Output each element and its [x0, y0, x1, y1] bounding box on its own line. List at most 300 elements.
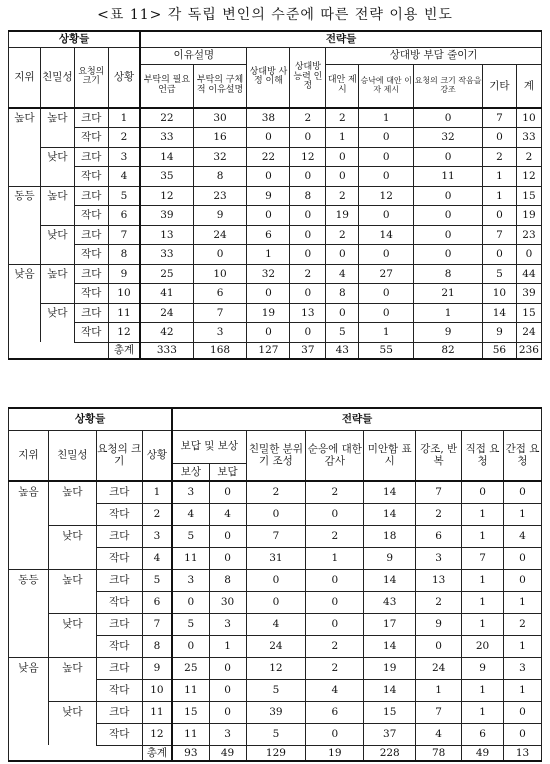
value-cell: 21: [414, 284, 483, 304]
value-cell: 5: [172, 525, 209, 547]
table-row: [9, 128, 542, 148]
value-cell: 37: [364, 723, 416, 745]
value-cell: 33: [516, 128, 541, 148]
value-cell: 0: [326, 167, 359, 187]
value-cell: 0: [172, 635, 209, 657]
total-cell: 93: [172, 745, 209, 761]
status-cell: 높다: [9, 108, 41, 128]
value-cell: 12: [140, 186, 193, 206]
status-cell: [9, 525, 49, 547]
value-cell: 1: [416, 679, 462, 701]
status-cell: [9, 679, 49, 701]
value-cell: 7: [462, 547, 504, 569]
value-cell: 4: [172, 503, 209, 525]
situation-number-cell: 8: [108, 245, 140, 265]
intimacy-cell: 높다: [40, 186, 74, 206]
value-cell: 5: [246, 723, 306, 745]
value-cell: 0: [414, 206, 483, 226]
value-cell: 24: [516, 323, 541, 343]
table-row: [9, 547, 542, 569]
value-cell: 0: [209, 657, 246, 679]
request-size-cell: 작다: [74, 245, 108, 265]
value-cell: 1: [504, 591, 542, 613]
value-cell: 30: [209, 591, 246, 613]
intimacy-cell: 낮다: [40, 225, 74, 245]
value-cell: 1: [326, 128, 359, 148]
value-cell: 0: [359, 167, 414, 187]
value-cell: 0: [209, 481, 246, 503]
status-cell: [9, 303, 41, 323]
situations-header: 상황들: [9, 408, 173, 430]
value-cell: 1: [462, 613, 504, 635]
value-cell: 4: [416, 723, 462, 745]
value-cell: 12: [290, 147, 326, 167]
request-size-cell: 크다: [96, 569, 142, 591]
total-label: 총계: [108, 342, 140, 359]
value-cell: 0: [504, 701, 542, 723]
situation-number-cell: 5: [142, 569, 172, 591]
situations-header: 상황들: [9, 31, 141, 47]
intimacy-cell: [40, 206, 74, 226]
value-cell: 4: [246, 613, 306, 635]
value-cell: 2: [246, 481, 306, 503]
request-size-column-header: 요청의 크기: [74, 47, 108, 108]
intimacy-cell: 높다: [40, 108, 74, 128]
situation-number-cell: 5: [108, 186, 140, 206]
intimacy-cell: 높다: [48, 481, 96, 503]
value-cell: 23: [516, 225, 541, 245]
intimacy-cell: [40, 128, 74, 148]
value-cell: 44: [516, 264, 541, 284]
value-cell: 0: [209, 701, 246, 723]
status-cell: [9, 206, 41, 226]
value-cell: 19: [516, 206, 541, 226]
intimacy-cell: 낮다: [40, 303, 74, 323]
value-cell: 12: [359, 186, 414, 206]
value-cell: 14: [140, 147, 193, 167]
status-cell: [9, 503, 49, 525]
value-cell: 1: [462, 701, 504, 723]
value-cell: 0: [462, 481, 504, 503]
request-size-cell: 크다: [96, 525, 142, 547]
value-cell: 1: [482, 186, 516, 206]
value-cell: 14: [364, 635, 416, 657]
table-row: [9, 323, 542, 343]
value-cell: 38: [247, 108, 290, 128]
repayment-subheader: 보답: [209, 463, 246, 481]
situation-number-cell: 7: [108, 225, 140, 245]
value-cell: 0: [290, 323, 326, 343]
value-cell: 1: [462, 503, 504, 525]
request-size-cell: 작다: [96, 723, 142, 745]
table-row: [9, 701, 542, 723]
value-cell: 2: [326, 108, 359, 128]
value-cell: 6: [306, 701, 364, 723]
table-row: [9, 481, 542, 503]
value-cell: 1: [247, 245, 290, 265]
request-size-cell: 작다: [96, 547, 142, 569]
value-cell: 0: [414, 245, 483, 265]
value-cell: 3: [209, 613, 246, 635]
value-cell: 0: [247, 167, 290, 187]
situation-number-cell: 8: [142, 635, 172, 657]
situation-number-cell: 11: [108, 303, 140, 323]
total-label: 총계: [142, 745, 172, 761]
value-cell: 2: [516, 147, 541, 167]
situation-number-cell: 10: [142, 679, 172, 701]
value-cell: 4: [306, 679, 364, 701]
value-cell: 20: [462, 635, 504, 657]
situation-column-header: 상황: [142, 430, 172, 481]
value-cell: 18: [364, 525, 416, 547]
value-cell: 0: [247, 323, 290, 343]
value-cell: 0: [246, 591, 306, 613]
value-cell: 16: [193, 128, 247, 148]
intimacy-column-header: 친밀성: [48, 430, 96, 481]
value-cell: 19: [247, 303, 290, 323]
intimacy-cell: [48, 547, 96, 569]
alternative-interest-header: 승낙에 대안 이자 제시: [359, 64, 414, 108]
status-cell: 높음: [9, 481, 49, 503]
total-cell: 56: [482, 342, 516, 359]
value-cell: 1: [359, 323, 414, 343]
situation-number-cell: 1: [108, 108, 140, 128]
reward-group-header: 보답 및 보상: [172, 430, 246, 463]
value-cell: 0: [482, 206, 516, 226]
value-cell: 8: [290, 186, 326, 206]
strategies-header: 전략들: [140, 31, 541, 47]
value-cell: 15: [516, 303, 541, 323]
value-cell: 19: [364, 657, 416, 679]
value-cell: 32: [414, 128, 483, 148]
value-cell: 9: [414, 323, 483, 343]
total-cell: 236: [516, 342, 541, 359]
intimacy-cell: [48, 635, 96, 657]
value-cell: 0: [209, 547, 246, 569]
value-cell: 2: [326, 225, 359, 245]
intimacy-column-header: 친밀성: [40, 47, 74, 108]
value-cell: 14: [364, 679, 416, 701]
value-cell: 0: [359, 147, 414, 167]
table-row: [9, 245, 542, 265]
value-cell: 0: [482, 128, 516, 148]
situation-number-cell: 3: [142, 525, 172, 547]
status-cell: [9, 245, 41, 265]
value-cell: 1: [462, 569, 504, 591]
intimacy-cell: 낮다: [48, 525, 96, 547]
intimacy-cell: 높다: [48, 569, 96, 591]
value-cell: 35: [140, 167, 193, 187]
value-cell: 0: [504, 569, 542, 591]
situation-number-cell: 6: [108, 206, 140, 226]
value-cell: 2: [290, 108, 326, 128]
value-cell: 0: [247, 284, 290, 304]
value-cell: 3: [416, 547, 462, 569]
value-cell: 0: [359, 284, 414, 304]
table-row: [9, 147, 542, 167]
value-cell: 0: [246, 503, 306, 525]
value-cell: 0: [414, 225, 483, 245]
status-cell: 낮음: [9, 264, 41, 284]
value-cell: 15: [364, 701, 416, 723]
table-row: [9, 264, 542, 284]
request-size-cell: 크다: [74, 147, 108, 167]
value-cell: 8: [326, 284, 359, 304]
value-cell: 1: [504, 503, 542, 525]
value-cell: 15: [172, 701, 209, 723]
value-cell: 10: [193, 264, 247, 284]
total-cell: 19: [306, 745, 364, 761]
value-cell: 10: [482, 284, 516, 304]
total-cell: 228: [364, 745, 416, 761]
other-header: 기타: [482, 64, 516, 108]
value-cell: 22: [140, 108, 193, 128]
intimacy-cell: 낮다: [40, 147, 74, 167]
status-cell: [9, 128, 41, 148]
value-cell: 1: [306, 547, 364, 569]
intimacy-cell: 낮다: [48, 613, 96, 635]
value-cell: 12: [246, 657, 306, 679]
request-size-cell: 크다: [74, 264, 108, 284]
value-cell: 0: [306, 569, 364, 591]
compensation-subheader: 보상: [172, 463, 209, 481]
situation-number-cell: 11: [142, 701, 172, 723]
value-cell: 31: [246, 547, 306, 569]
value-cell: 7: [482, 225, 516, 245]
value-cell: 0: [172, 591, 209, 613]
situation-number-cell: 9: [108, 264, 140, 284]
situation-number-cell: 4: [142, 547, 172, 569]
situation-number-cell: 9: [142, 657, 172, 679]
value-cell: 13: [416, 569, 462, 591]
value-cell: 17: [364, 613, 416, 635]
request-size-cell: 작다: [74, 128, 108, 148]
table-row: [9, 503, 542, 525]
total-cell: 13: [504, 745, 542, 761]
request-size-cell: 작다: [96, 503, 142, 525]
situation-column-header: 상황: [108, 47, 140, 108]
table-row: [9, 591, 542, 613]
value-cell: 25: [140, 264, 193, 284]
value-cell: 2: [306, 657, 364, 679]
value-cell: 33: [140, 245, 193, 265]
value-cell: 2: [306, 525, 364, 547]
value-cell: 2: [504, 613, 542, 635]
strategy-frequency-table-2: [8, 407, 542, 762]
value-cell: 8: [209, 569, 246, 591]
value-cell: 0: [306, 723, 364, 745]
value-cell: 24: [246, 635, 306, 657]
request-size-cell: 크다: [74, 225, 108, 245]
value-cell: 6: [247, 225, 290, 245]
value-cell: 0: [290, 128, 326, 148]
value-cell: 4: [209, 503, 246, 525]
apology-header: 미안함 표시: [364, 430, 416, 481]
value-cell: 30: [193, 108, 247, 128]
value-cell: 43: [364, 591, 416, 613]
value-cell: 0: [290, 206, 326, 226]
value-cell: 0: [359, 245, 414, 265]
request-size-column-header: 요청의 크기: [96, 430, 142, 481]
value-cell: 23: [193, 186, 247, 206]
thanks-compliance-header: 순응에 대한 감사: [306, 430, 364, 481]
value-cell: 0: [290, 167, 326, 187]
value-cell: 9: [247, 186, 290, 206]
value-cell: 0: [504, 481, 542, 503]
situation-number-cell: 1: [142, 481, 172, 503]
situation-number-cell: 10: [108, 284, 140, 304]
status-cell: [9, 323, 41, 343]
value-cell: 0: [504, 723, 542, 745]
intimacy-cell: [48, 591, 96, 613]
table-row: [9, 525, 542, 547]
request-size-cell: 크다: [74, 108, 108, 128]
value-cell: 11: [172, 679, 209, 701]
value-cell: 8: [414, 264, 483, 284]
value-cell: 25: [172, 657, 209, 679]
value-cell: 0: [306, 613, 364, 635]
request-size-cell: 크다: [96, 701, 142, 723]
table-row: [9, 206, 542, 226]
status-column-header: 지위: [9, 47, 41, 108]
table-row: [9, 303, 542, 323]
value-cell: 0: [326, 303, 359, 323]
sum-header: 계: [516, 64, 541, 108]
value-cell: 12: [516, 167, 541, 187]
value-cell: 0: [209, 525, 246, 547]
value-cell: 14: [364, 569, 416, 591]
value-cell: 11: [414, 167, 483, 187]
status-cell: [9, 147, 41, 167]
emphasize-small-request-header: 요청의 크기 작음을 강조: [414, 64, 483, 108]
total-cell: 78: [416, 745, 462, 761]
value-cell: 0: [414, 108, 483, 128]
request-size-cell: 작다: [74, 284, 108, 304]
total-cell: 43: [326, 342, 359, 359]
value-cell: 9: [193, 206, 247, 226]
value-cell: 1: [414, 303, 483, 323]
table-row: [9, 723, 542, 745]
value-cell: 1: [462, 679, 504, 701]
intimacy-cell: [40, 167, 74, 187]
value-cell: 19: [326, 206, 359, 226]
intimacy-cell: [40, 323, 74, 343]
intimacy-cell: 낮다: [48, 701, 96, 723]
total-cell: 82: [414, 342, 483, 359]
value-cell: 0: [359, 206, 414, 226]
table-row: [9, 186, 542, 206]
table-row: [9, 225, 542, 245]
total-cell: 127: [247, 342, 290, 359]
intimacy-cell: [40, 245, 74, 265]
strategies-header: 전략들: [172, 408, 541, 430]
table-row: [9, 613, 542, 635]
value-cell: 6: [193, 284, 247, 304]
value-cell: 1: [462, 591, 504, 613]
request-size-cell: 크다: [96, 481, 142, 503]
total-cell: 129: [246, 745, 306, 761]
mention-need-header: 부탁의 필요언급: [140, 64, 193, 108]
value-cell: 39: [246, 701, 306, 723]
value-cell: 41: [140, 284, 193, 304]
status-cell: [9, 284, 41, 304]
value-cell: 0: [516, 245, 541, 265]
value-cell: 1: [504, 679, 542, 701]
value-cell: 0: [290, 225, 326, 245]
acknowledge-ability-header: 상대방 능력 인정: [290, 47, 326, 108]
value-cell: 2: [306, 481, 364, 503]
value-cell: 11: [172, 723, 209, 745]
total-cell: 333: [140, 342, 193, 359]
value-cell: 0: [504, 547, 542, 569]
value-cell: 3: [193, 323, 247, 343]
specific-reason-header: 부탁의 구체적 이유설명: [193, 64, 247, 108]
value-cell: 7: [416, 481, 462, 503]
table-row: [9, 635, 542, 657]
status-cell: [9, 723, 49, 745]
table-row: [9, 167, 542, 187]
table-row: [9, 679, 542, 701]
value-cell: 33: [140, 128, 193, 148]
value-cell: 9: [364, 547, 416, 569]
value-cell: 3: [172, 481, 209, 503]
value-cell: 3: [504, 657, 542, 679]
value-cell: 0: [326, 147, 359, 167]
value-cell: 1: [209, 635, 246, 657]
offer-alternative-header: 대안 제시: [326, 64, 359, 108]
value-cell: 14: [364, 481, 416, 503]
value-cell: 0: [359, 128, 414, 148]
value-cell: 6: [462, 723, 504, 745]
situation-number-cell: 7: [142, 613, 172, 635]
value-cell: 42: [140, 323, 193, 343]
value-cell: 11: [172, 547, 209, 569]
value-cell: 4: [326, 264, 359, 284]
value-cell: 0: [290, 245, 326, 265]
total-cell: 168: [193, 342, 247, 359]
status-cell: 동등: [9, 186, 41, 206]
value-cell: 9: [482, 323, 516, 343]
value-cell: 0: [326, 245, 359, 265]
value-cell: 0: [193, 245, 247, 265]
value-cell: 9: [462, 657, 504, 679]
value-cell: 22: [247, 147, 290, 167]
situation-number-cell: 6: [142, 591, 172, 613]
status-cell: [9, 591, 49, 613]
value-cell: 0: [414, 147, 483, 167]
value-cell: 24: [140, 303, 193, 323]
totals-row: [9, 342, 542, 359]
value-cell: 13: [290, 303, 326, 323]
status-cell: [9, 167, 41, 187]
total-cell: 49: [209, 745, 246, 761]
intimacy-cell: 높다: [40, 264, 74, 284]
value-cell: 5: [482, 264, 516, 284]
value-cell: 5: [246, 679, 306, 701]
value-cell: 2: [482, 147, 516, 167]
status-column-header: 지위: [9, 430, 49, 481]
situation-number-cell: 3: [108, 147, 140, 167]
value-cell: 6: [416, 525, 462, 547]
total-cell: 37: [290, 342, 326, 359]
value-cell: 8: [193, 167, 247, 187]
request-size-cell: 크다: [74, 186, 108, 206]
value-cell: 15: [516, 186, 541, 206]
value-cell: 1: [482, 167, 516, 187]
indirect-request-header: 간접 요청: [504, 430, 542, 481]
request-size-cell: 작다: [74, 167, 108, 187]
table-row: [9, 284, 542, 304]
